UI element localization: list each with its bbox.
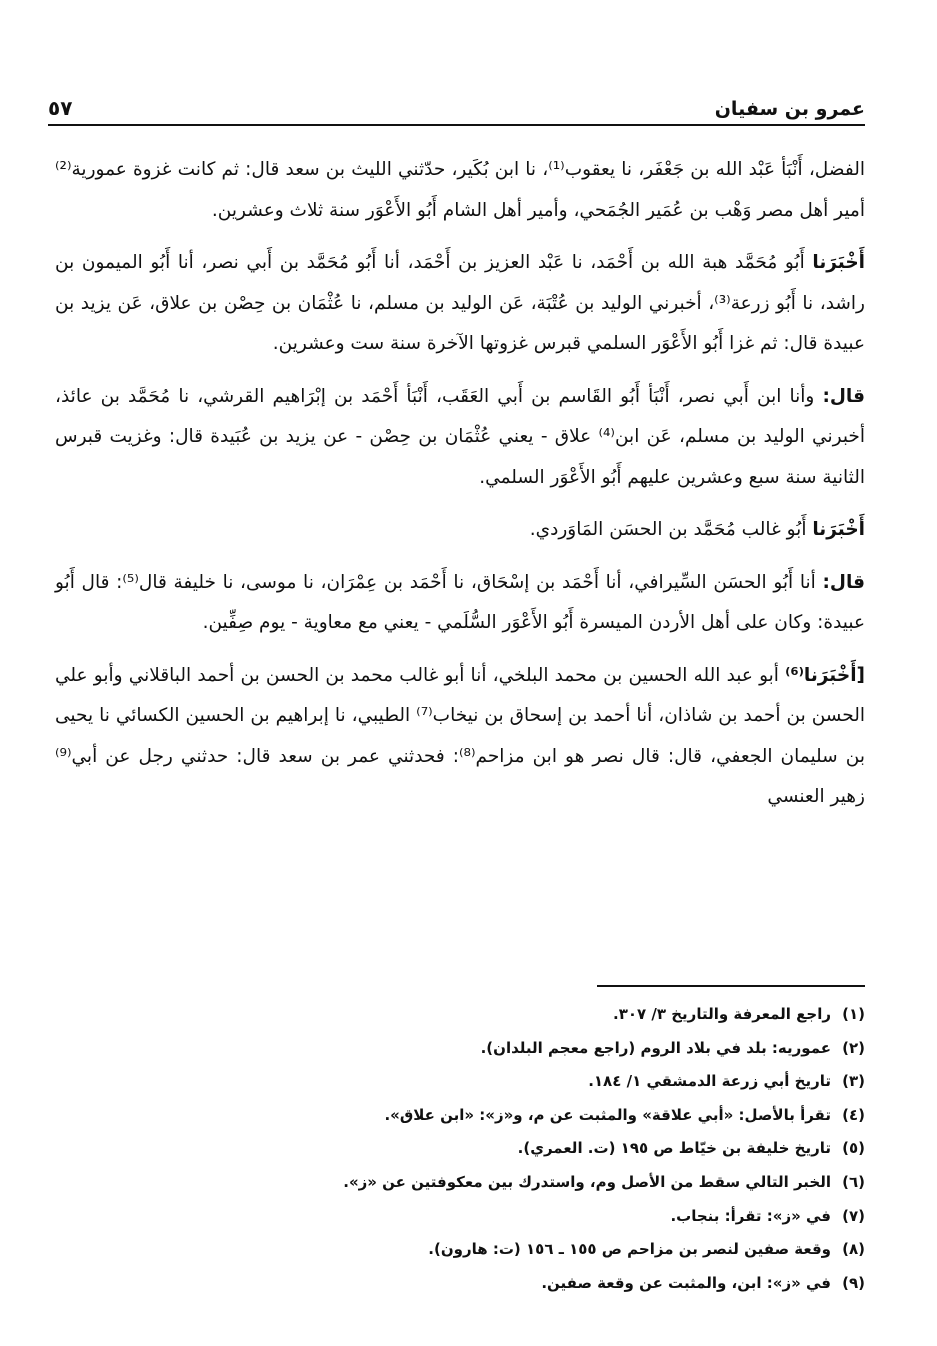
paragraph-lead: [أَخْبَرَنا⁽⁶⁾ [785, 664, 865, 686]
footnote-number: (٧) [842, 1206, 865, 1225]
paragraph [55, 243, 865, 365]
paragraph [55, 377, 865, 499]
paragraph [55, 563, 865, 644]
footnote [55, 1267, 865, 1301]
page-header [48, 88, 865, 126]
footnote-number: (٥) [842, 1139, 865, 1158]
paragraph-lead: أَخْبَرَنا [812, 252, 866, 273]
footnote-text: تقرأ بالأصل: «أبي علاقة» والمثبت عن م، و«ز»: «ابن علاق». [384, 1105, 831, 1124]
footnote-text: الخبر التالي سقط من الأصل وم، واستدرك بين معكوفتين عن «ز». [343, 1172, 831, 1191]
footnote-number: (١) [842, 1005, 865, 1023]
footnote-text: تاريخ أبي زرعة الدمشقي ١/ ١٨٤. [588, 1072, 831, 1091]
footnote-text: وقعة صفين لنصر بن مزاحم ص ١٥٥ ـ ١٥٦ (ت: هارون). [428, 1240, 831, 1259]
paragraph-text: أبو عبد الله الحسين بن محمد البلخي، أنا أبو غالب محمد بن الحسن بن أحمد الباقلاني وأبو علي الحسن بن أحمد بن شاذان، أنا أحمد بن إسحاق بن نيخاب⁽⁷⁾ الطيبي، نا إبراهيم بن الحسين الكسائي نا يحيى بن سليمان الجعفي، قال: قال نصر هو ابن مزاحم⁽⁸⁾: فحدثني عمر بن سعد قال: حدثني رجل عن أبي⁽⁹⁾ زهير العنسي [55, 664, 866, 807]
footnote [55, 998, 865, 1032]
footnote-number: (٢) [842, 1038, 865, 1057]
footnote-text: تاريخ خليفة بن خيّاط ص ١٩٥ (ت. العمري). [517, 1139, 831, 1158]
footnote-text: في «ز»: تقرأ: بنجاب. [670, 1206, 831, 1225]
paragraph [55, 150, 865, 231]
paragraph-text: الفضل، أَنْبَأ عَبْد الله بن جَعْفَر، نا يعقوب⁽¹⁾، نا ابن بُكَير، حدّثني الليث بن سعد قال: ثم كانت غزوة عمورية⁽²⁾ أمير أهل مصر وَهْب بن عُمَير الجُمَحي، وأمير أهل الشام أَبُو الأَعْوَر سنة ثلاث وعشرين. [55, 159, 865, 221]
footnote [55, 1065, 865, 1099]
footnote-separator [597, 985, 865, 987]
paragraph-text: أَبُو غالب مُحَمَّد بن الحسَن المَاوَردي. [529, 519, 807, 540]
footnotes [55, 998, 865, 1300]
footnote-number: (٣) [842, 1072, 865, 1091]
footnote-number: (٩) [842, 1273, 865, 1292]
footnote-text: في «ز»: ابن، والمثبت عن وقعة صفين. [541, 1273, 831, 1292]
running-title: عمرو بن سفيان [714, 98, 865, 120]
paragraph-lead: قال: [822, 571, 866, 593]
footnote-number: (٤) [842, 1105, 865, 1124]
footnote [55, 1200, 865, 1234]
footnote [55, 1233, 865, 1267]
footnote-text: عموريه: بلد في بلاد الروم (راجع معجم البلدان). [480, 1038, 831, 1057]
footnote-number: (٨) [842, 1240, 865, 1259]
page-number: ٥٧ [48, 96, 73, 120]
footnote [55, 1099, 865, 1133]
paragraph-lead: أَخْبَرَنا [812, 519, 865, 540]
paragraph-text: أَبُو مُحَمَّد هبة الله بن أَحْمَد، نا عَبْد العزيز بن أَحْمَد، أنا أَبُو مُحَمَّد بن أَبي نصر، أنا أَبُو الميمون بن راشد، نا أَبُو زرعة⁽³⁾، أخبرني الوليد بن عُتْبَة، عَن الوليد بن مسلم، نا عُثْمَان بن حِصْن بن علاق، عَن يزيد بن عبيدة قال: ثم غزا أَبُو الأَعْوَر السلمي قبرس غزوتها الآخرة سنة ست وعشرين. [55, 252, 865, 354]
paragraph [55, 510, 865, 551]
footnote [55, 1132, 865, 1166]
paragraph-text: أنا أَبُو الحسَن السِّيرافي، أنا أَحْمَد بن إسْحَاق، نا أَحْمَد بن عِمْرَان، نا موسى، نا خليفة قال⁽⁵⁾: قال أَبُو عبيدة: وكان على أهل الأردن الميسرة أَبُو الأَعْوَر السُّلَمي - يعني مع معاوية - يوم صِفِّين. [55, 571, 865, 633]
footnote [55, 1166, 865, 1200]
footnote [55, 1032, 865, 1066]
paragraph [55, 656, 865, 818]
footnote-text: راجع المعرفة والتاريخ ٣/ ٣٠٧. [612, 1005, 831, 1023]
paragraph-text: وأنا ابن أَبي نصر، أَنْبَأ أَبُو القَاسم بن أَبي العَقَب، أَنْبَأ أَحْمَد بن إبْرَاهيم القرشي، نا مُحَمَّد بن عائذ، أخبرني الوليد بن مسلم، عَن ابن⁽⁴⁾ علاق - يعني عُثْمَان بن حِصْن - عن يزيد بن عُبَيدة قال: وغزيت قبرس الثانية سنة سبع وعشرين عليهم أَبُو الأَعْوَر السلمي. [55, 385, 865, 488]
paragraph-lead: قال: [822, 385, 865, 407]
footnote-number: (٦) [842, 1172, 865, 1191]
main-text [55, 150, 865, 830]
